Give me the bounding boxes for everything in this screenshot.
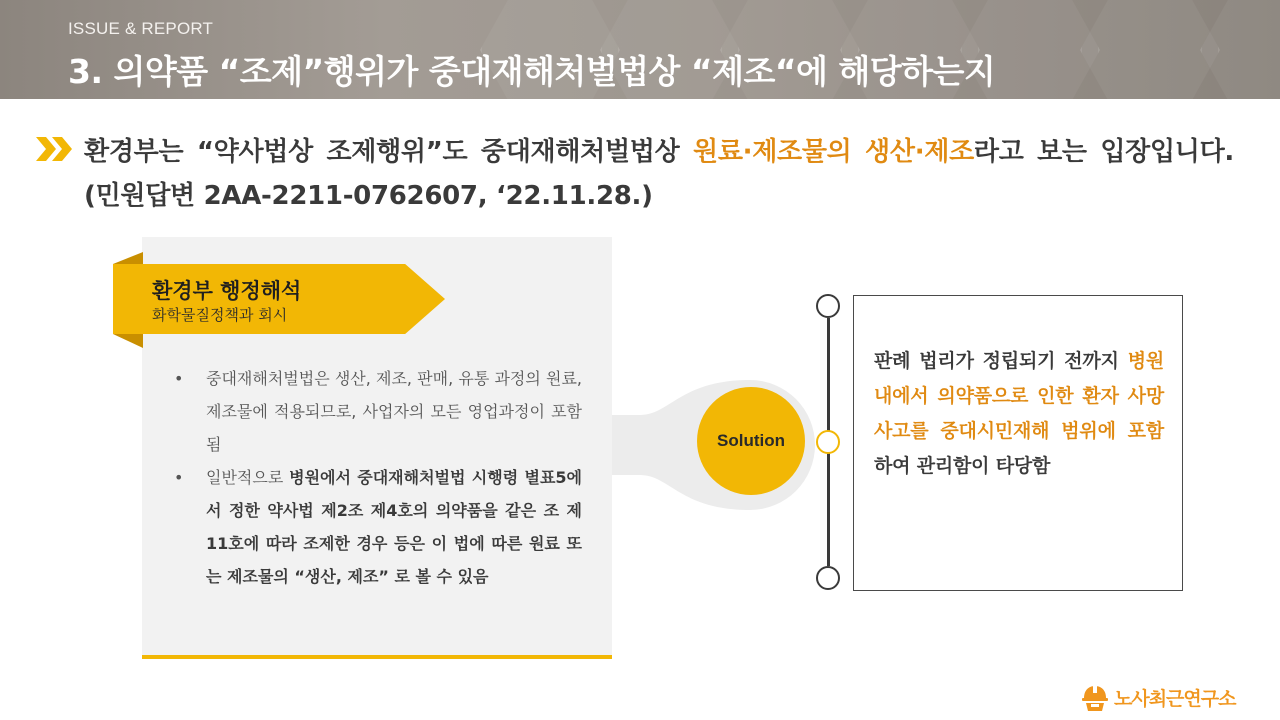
- double-chevron-icon: [36, 137, 76, 161]
- result-box: [853, 295, 1183, 591]
- lead-text-before: 환경부는 “약사법상 조제행위”도 중대재해처벌법상: [84, 137, 694, 167]
- list-item: [170, 461, 582, 593]
- hexagon-decoration: [1080, 0, 1220, 99]
- lead-highlight: 원료·제조물의 생산·제조: [693, 137, 974, 167]
- bullet-text: 중대재해처벌법은 생산, 제조, 판매, 유통 과정의 원료, 제조물에 적용되므로, 사업자의 모든 영업과정이 포함됨: [206, 369, 582, 454]
- hardhat-worker-icon: [1080, 682, 1110, 712]
- hexagon-decoration: [1200, 0, 1280, 99]
- solution-circle: [697, 387, 805, 495]
- timeline-node-middle: [816, 430, 840, 454]
- result-highlight: 병원 내에서 의약품으로 인한 환자 사망사고를 중대시민재해 범위에 포함: [874, 350, 1164, 442]
- result-text: [874, 344, 1164, 484]
- logo-text: 노사최근연구소: [1114, 687, 1236, 710]
- timeline-node-bottom: [816, 566, 840, 590]
- panel-accent-line: [142, 655, 612, 659]
- bullet-text-prefix: 일반적으로: [206, 468, 290, 487]
- bullet-list: [170, 362, 582, 593]
- panel-title: 환경부 행정해석: [152, 279, 302, 303]
- panel-subtitle: 화학물질정책과 회시: [152, 306, 288, 324]
- result-text-before: 판례 법리가 정립되기 전까지: [874, 350, 1128, 372]
- slide-header: [0, 0, 1280, 99]
- header-category: ISSUE & REPORT: [68, 19, 214, 38]
- solution-label: Solution: [717, 431, 785, 450]
- lead-text-after: 라고 보는 입장입니다. (민원답변 2AA-2211-0762607, ‘22.11.28.): [84, 137, 1234, 211]
- page-title: 3. 의약품 “조제”행위가 중대재해처벌법상 “제조“에 해당하는지: [68, 52, 996, 91]
- list-item: [170, 362, 582, 461]
- result-text-after: 하여 관리함이 타당함: [874, 455, 1051, 477]
- company-logo: [1080, 681, 1270, 713]
- timeline-node-top: [816, 294, 840, 318]
- lead-paragraph: [84, 130, 1234, 218]
- bullet-text-bold: 병원에서 중대재해처벌법 시행령 별표5에서 정한 약사법 제2조 제4호의 의약품을 같은 조 제11호에 따라 조제한 경우 등은 이 법에 따른 원료 또는 제조물의 “생산, 제조” 로 볼 수 있음: [206, 468, 582, 586]
